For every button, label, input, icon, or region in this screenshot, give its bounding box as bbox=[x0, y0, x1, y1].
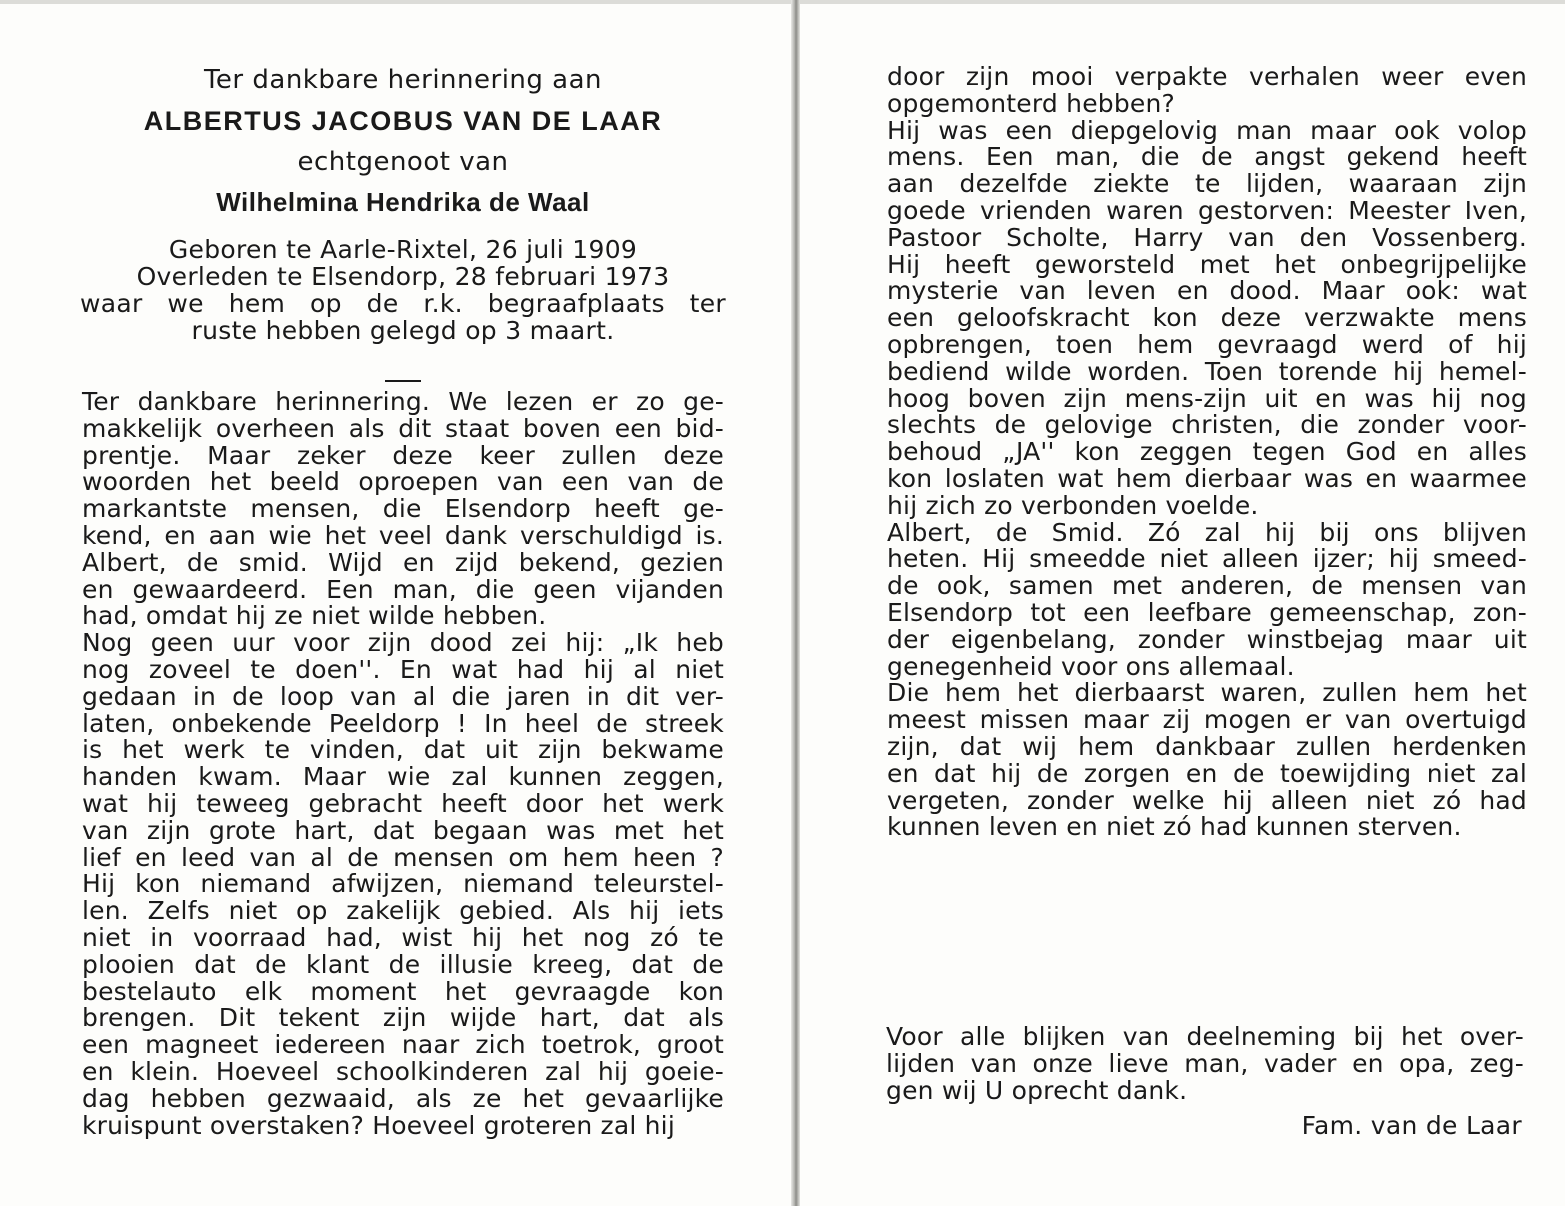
text-line: goede vrienden waren gestorven: Meester Iven, bbox=[887, 195, 1527, 225]
text-line: genegenheid voor ons allemaal. bbox=[887, 651, 1295, 681]
text-line: nog zoveel te doen''. En wat had hij al niet bbox=[82, 654, 724, 684]
text-line: behoud „JA'' kon zeggen tegen God en alles bbox=[887, 437, 1527, 467]
text-line: opgemonterd hebben? bbox=[887, 88, 1176, 118]
text-line: vergeten, zonder welke hij alleen niet zó had bbox=[887, 785, 1527, 815]
text-line: aan dezelfde ziekte te lijden, waaraan zijn bbox=[887, 169, 1527, 199]
text-line: kon loslaten wat hem dierbaar was en waarmee bbox=[887, 463, 1527, 493]
text-line: en klein. Hoeveel schoolkinderen zal hij goeie- bbox=[82, 1056, 724, 1086]
text-line: woorden het beeld oproepen van een van de bbox=[82, 467, 724, 497]
burial-date-line: ruste hebben gelegd op 3 maart. bbox=[191, 316, 615, 345]
text-line: lief en leed van al de mensen om hem heen ? bbox=[82, 842, 724, 872]
text-line: laten, onbekende Peeldorp ! In heel de streek bbox=[82, 708, 724, 738]
spouse-name: Wilhelmina Hendrika de Waal bbox=[216, 187, 590, 217]
text-line: en gewaardeerd. Een man, die geen vijanden bbox=[82, 574, 724, 604]
text-line: handen kwam. Maar wie zal kunnen zeggen, bbox=[82, 762, 724, 792]
text-line: dag hebben gezwaaid, als ze het gevaarlijke bbox=[82, 1083, 724, 1113]
text-line: van zijn grote hart, dat begaan was met het bbox=[82, 815, 724, 845]
text-line: mysterie van leven en dood. Maar ook: wat bbox=[887, 276, 1527, 306]
text-line: der eigenbelang, zonder winstbejag maar uit bbox=[887, 624, 1527, 654]
life-dates bbox=[80, 236, 726, 344]
text-line: is het werk te vinden, dat uit zijn bekwame bbox=[82, 735, 724, 765]
text-line: Nog geen uur voor zijn dood zei hij: „Ik heb bbox=[82, 628, 724, 658]
text-line: plooien dat de klant de illusie kreeg, dat de bbox=[82, 949, 724, 979]
burial-line: waar we hem op de r.k. begraafplaats ter bbox=[80, 289, 726, 318]
text-line: meest missen maar zij mogen er van overtuigd bbox=[887, 705, 1527, 735]
thanks-line: Voor alle blijken van deelneming bij het over- bbox=[886, 1022, 1524, 1051]
text-line: Ter dankbare herinnering. We lezen er zo ge- bbox=[82, 387, 724, 416]
left-body-text bbox=[82, 389, 724, 1139]
text-line: markantste mensen, die Elsendorp heeft ge- bbox=[82, 494, 724, 524]
text-line: brengen. Dit tekent zijn wijde hart, dat als bbox=[82, 1003, 724, 1033]
text-line: hij zich zo verbonden voelde. bbox=[887, 490, 1259, 520]
thanks-line: lijden van onze lieve man, vader en opa, zeg- bbox=[886, 1048, 1524, 1078]
text-line: Elsendorp tot een leefbare gemeenschap, zon- bbox=[887, 597, 1527, 627]
relation-line: echtgenoot van bbox=[297, 147, 509, 177]
card-fold bbox=[791, 0, 800, 1206]
text-line: Die hem het dierbaarst waren, zullen hem het bbox=[887, 678, 1527, 708]
text-line: zijn, dat wij hem dankbaar zullen herdenken bbox=[887, 731, 1527, 761]
text-line: Hij kon niemand afwijzen, niemand teleurstel- bbox=[82, 869, 724, 899]
text-line: heten. Hij smeedde niet alleen ijzer; hij smeed- bbox=[887, 544, 1527, 574]
text-line: een magneet iedereen naar zich toetrok, groot bbox=[82, 1030, 724, 1060]
text-line: opbrengen, toen hem gevraagd werd of hij bbox=[887, 329, 1527, 359]
text-line: Hij heeft geworsteld met het onbegrijpelijke bbox=[887, 249, 1527, 279]
page-edge bbox=[800, 0, 1565, 4]
text-line: Pastoor Scholte, Harry van den Vossenberg. bbox=[887, 222, 1527, 252]
divider-dash bbox=[385, 380, 421, 382]
text-line: kend, en aan wie het veel dank verschuldigd is. bbox=[82, 520, 724, 550]
text-line: Hij was een diepgelovig man maar ook volop bbox=[887, 115, 1527, 145]
text-line: mens. Een man, die de angst gekend heeft bbox=[887, 142, 1527, 172]
family-signature: Fam. van de Laar bbox=[1301, 1111, 1522, 1140]
deceased-name: ALBERTUS JACOBUS VAN DE LAAR bbox=[143, 106, 663, 136]
text-line: kunnen leven en niet zó had kunnen sterven. bbox=[887, 812, 1462, 842]
death-line: Overleden te Elsendorp, 28 februari 1973 bbox=[136, 262, 670, 291]
birth-line: Geboren te Aarle-Rixtel, 26 juli 1909 bbox=[168, 235, 638, 264]
text-line: len. Zelfs niet op zakelijk gebied. Als hij iets bbox=[82, 896, 724, 926]
intro-line: Ter dankbare herinnering aan bbox=[203, 65, 603, 95]
text-line: gedaan in de loop van al die jaren in dit ver- bbox=[82, 681, 724, 711]
text-line: bestelauto elk moment het gevraagde kon bbox=[82, 976, 724, 1006]
text-line: de ook, samen met anderen, de mensen van bbox=[887, 571, 1527, 601]
text-line: Albert, de smid. Wijd en zijd bekend, gezien bbox=[82, 547, 724, 577]
text-line: door zijn mooi verpakte verhalen weer even bbox=[887, 62, 1527, 91]
text-line: niet in voorraad had, wist hij het nog zó te bbox=[82, 922, 724, 952]
text-line: kruispunt overstaken? Hoeveel groteren zal hij bbox=[82, 1110, 675, 1140]
text-line: Albert, de Smid. Zó zal hij bij ons blijven bbox=[887, 517, 1527, 547]
text-line: een geloofskracht kon deze verzwakte mens bbox=[887, 303, 1527, 333]
text-line: en dat hij de zorgen en de toewijding niet zal bbox=[887, 758, 1527, 788]
right-body-text bbox=[887, 64, 1527, 841]
thanks-paragraph bbox=[886, 1024, 1524, 1104]
text-line: hoog boven zijn mens-zijn uit en was hij nog bbox=[887, 383, 1527, 413]
text-line: had, omdat hij ze niet wilde hebben. bbox=[82, 601, 547, 631]
text-line: makkelijk overheen als dit staat boven een bid- bbox=[82, 413, 724, 443]
page-edge bbox=[0, 0, 792, 4]
thanks-line: gen wij U oprecht dank. bbox=[886, 1075, 1188, 1105]
text-line: slechts de gelovige christen, die zonder voor- bbox=[887, 410, 1527, 440]
text-line: wat hij teweeg gebracht heeft door het werk bbox=[82, 788, 724, 818]
text-line: bediend wilde worden. Toen torende hij hemel- bbox=[887, 356, 1527, 386]
memorial-header bbox=[80, 60, 726, 382]
text-line: prentje. Maar zeker deze keer zullen deze bbox=[82, 440, 724, 470]
